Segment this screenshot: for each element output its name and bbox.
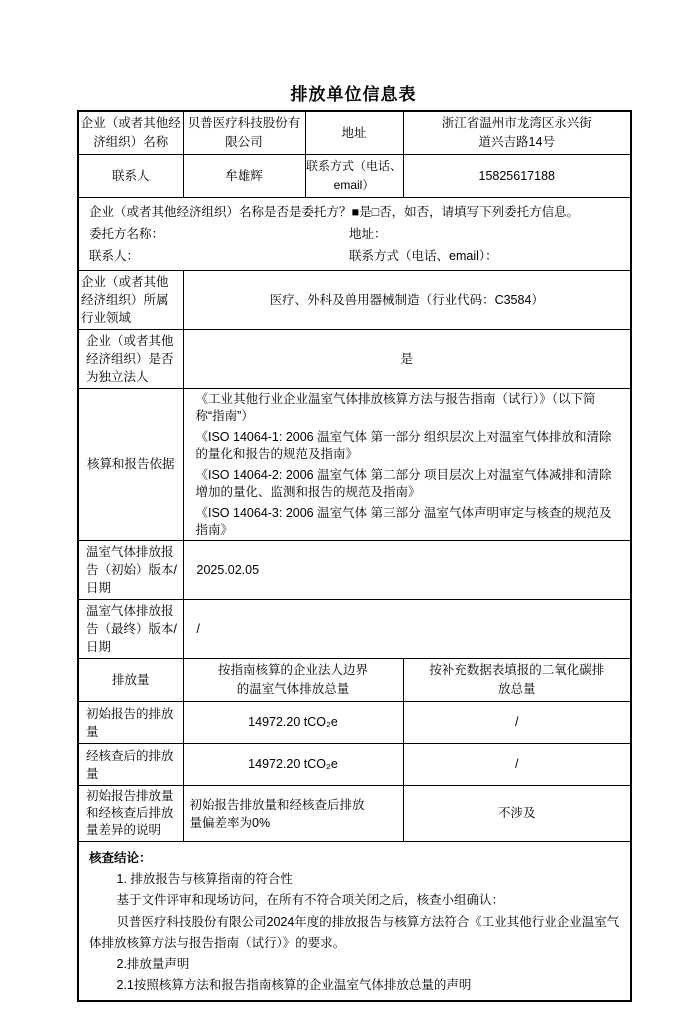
address-label: 地址 [305,111,403,155]
emission-difference-explanation: 初始报告排放量和经核查后排放量偏差率为0% [183,786,403,842]
client-name-line [89,223,620,245]
conclusion-paragraph: 贝普医疗科技股份有限公司2024年度的排放报告与核算方法符合《工业其他行业企业温室气体排放核算方法与报告指南（试行）》的要求。 [89,914,620,950]
basis-value-cell [183,389,631,541]
initial-emission-supplementary-value: / [403,702,631,744]
emission-unit-info-table [77,110,632,1002]
initial-report-version-value: 2025.02.05 [183,541,631,600]
table-row [78,389,631,541]
emissions-header-guideline: 按指南核算的企业法人边界的温室气体排放总量 [183,659,403,702]
contact-label: 联系人 [78,155,183,198]
company-name-value: 贝普医疗科技股份有限公司 [183,111,305,155]
industry-value: 医疗、外科及兽用器械制造（行业代码：C3584） [183,271,631,330]
client-name-label: 委托方名称： [89,227,165,241]
emissions-header-supplementary: 按补充数据表填报的二氧化碳排放总量 [403,659,631,702]
document-content [77,84,630,1002]
client-question-text: 企业（或者其他经济组织）名称是否是委托方？ [89,205,352,219]
table-row [78,155,631,198]
contact-method-value: 15825617188 [403,155,631,198]
legal-entity-label: 企业（或者其他经济组织）是否为独立法人 [78,330,183,389]
table-row [78,842,631,1002]
client-question-line [89,201,620,223]
final-report-version-value: / [183,600,631,659]
basis-item: 《ISO 14064-1: 2006 温室气体 第一部分 组织层次上对温室气体排放和清除的量化和报告的规范及指南》 [195,430,612,461]
contact-value: 牟雄辉 [183,155,305,198]
checkbox-no-unchecked-icon: □ [371,205,380,219]
table-row [78,271,631,330]
table-row [78,600,631,659]
basis-item: 《ISO 14064-2: 2006 温室气体 第二部分 项目层次上对温室气体减排和清除增加的量化、监测和报告的规范及指南》 [195,468,612,499]
basis-item: 《工业其他行业企业温室气体排放核算方法与报告指南（试行）》（以下简称“指南”） [195,392,596,423]
verified-emission-label: 经核查后的排放量 [78,744,183,786]
basis-label: 核算和报告依据 [78,389,183,541]
verification-conclusion-cell [78,842,631,1002]
client-yes-label: 是 [359,205,372,219]
conclusion-heading: 核查结论： [89,851,152,865]
checkbox-yes-checked-icon: ■ [351,205,360,219]
table-row [78,659,631,702]
company-name-label: 企业（或者其他经济组织）名称 [78,111,183,155]
client-info-cell [78,198,631,271]
emission-difference-label: 初始报告排放量和经核查后排放量差异的说明 [78,786,183,842]
legal-entity-value: 是 [183,330,631,389]
emissions-header-label: 排放量 [78,659,183,702]
contact-method-label: 联系方式（电话、email） [305,155,403,198]
table-row [78,111,631,155]
basis-item: 《ISO 14064-3: 2006 温室气体 第三部分 温室气体声明审定与核查的规范及指南》 [195,506,612,537]
conclusion-paragraph: 1. 排放报告与核算指南的符合性 [116,872,293,887]
industry-label: 企业（或者其他经济组织）所属行业领域 [78,271,183,330]
client-contact-line [89,245,620,267]
client-address-label: 地址： [349,227,387,241]
address-value: 浙江省温州市龙湾区永兴街道兴吉路14号 [403,111,631,155]
table-row [78,702,631,744]
table-row [78,786,631,842]
final-report-version-label: 温室气体排放报告（最终）版本/日期 [78,600,183,659]
client-no-label: 否 [379,205,392,219]
page-title: 排放单位信息表 [290,85,417,104]
client-question-suffix: ，如否，请填写下列委托方信息。 [391,205,580,219]
client-contact-method-label: 联系方式（电话、email）： [349,249,498,263]
client-contact-label: 联系人： [89,249,140,263]
table-row [78,330,631,389]
initial-report-version-label: 温室气体排放报告（初始）版本/日期 [78,541,183,600]
initial-emission-label: 初始报告的排放量 [78,702,183,744]
conclusion-paragraph: 2.1按照核算方法和报告指南核算的企业温室气体排放总量的声明 [116,978,472,993]
table-row [78,744,631,786]
table-row [78,198,631,271]
conclusion-paragraph: 2.排放量声明 [116,957,190,972]
initial-emission-value: 14972.20 tCO₂e [183,702,403,744]
conclusion-paragraph: 基于文件评审和现场访问，在所有不符合项关闭之后，核查小组确认： [116,893,505,908]
verified-emission-supplementary-value: / [403,744,631,786]
emission-difference-supplementary: 不涉及 [403,786,631,842]
verified-emission-value: 14972.20 tCO₂e [183,744,403,786]
table-row [78,541,631,600]
